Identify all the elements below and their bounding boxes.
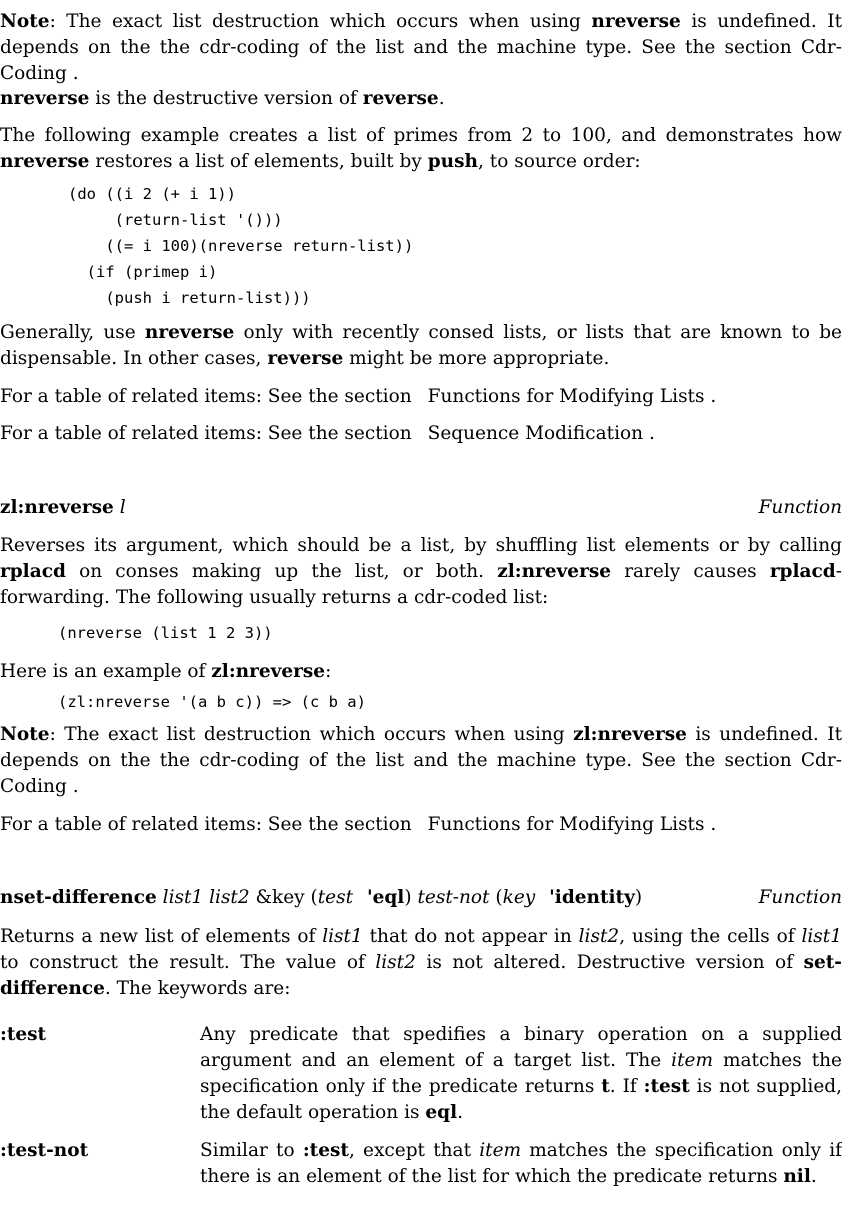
entry-header: nset-difference list1 list2 &key (test 'eql) test-not (key 'identity) Function — [0, 885, 842, 911]
argument-ref: item — [479, 1140, 522, 1161]
note-paragraph: Note: The exact list destruction which occurs when using nreverse is undefined. It depends on the the cdr-coding of the list and the machine type. See the section Cdr-Coding . — [0, 11, 842, 84]
argument-ref: list1 — [801, 926, 842, 947]
code-example: (nreverse (list 1 2 3)) — [58, 624, 273, 642]
function-ref: reverse — [362, 88, 439, 109]
value-ref: t — [601, 1076, 610, 1097]
entry-argument: test-not — [417, 887, 490, 908]
function-ref: nreverse — [144, 322, 235, 343]
function-ref: eql — [425, 1102, 458, 1123]
paragraph: Generally, use nreverse only with recently consed lists, or lists that are known to be dispensable. In other cases, reverse might be more appropriate. — [0, 322, 842, 369]
value-ref: nil — [783, 1166, 811, 1187]
function-ref: zl:nreverse — [211, 661, 326, 682]
related-items: For a table of related items: See the section Functions for Modifying Lists . — [0, 386, 717, 407]
entry-argument: key — [502, 887, 536, 908]
code-line: (do ((i 2 (+ i 1)) — [68, 185, 236, 203]
function-ref: nreverse — [591, 11, 681, 32]
entry-name: nset-difference — [0, 887, 157, 908]
function-ref: nreverse — [0, 151, 90, 172]
argument-ref: list1 — [322, 926, 363, 947]
entry-type: Function — [758, 887, 842, 908]
argument-ref: item — [671, 1050, 713, 1071]
code-line: (if (primep i) — [68, 263, 218, 281]
paragraph: The following example creates a list of primes from 2 to 100, and demonstrates how nreverse restores a list of elements, built by push, to source order: — [0, 125, 842, 172]
paragraph: Here is an example of zl:nreverse: — [0, 661, 332, 682]
keyword-label: :test-not — [0, 1140, 89, 1161]
keyword-ref: :test — [643, 1076, 690, 1097]
function-ref: reverse — [267, 348, 344, 369]
default-value: 'eql — [366, 887, 405, 908]
note-label: Note — [0, 11, 50, 32]
paragraph: Returns a new list of elements of list1 that do not appear in list2, using the cells of list1 to construct the result. The value of list2 is not altered. Destructive version of set-difference. The keywords are: — [0, 926, 842, 999]
function-ref: set-difference — [0, 952, 842, 999]
function-ref: rplacd — [0, 561, 66, 582]
related-items: For a table of related items: See the section Functions for Modifying Lists . — [0, 814, 717, 835]
default-value: 'identity — [549, 887, 635, 908]
cross-reference-link[interactable]: Functions for Modifying Lists — [427, 814, 705, 835]
function-ref: rplacd — [769, 561, 836, 582]
code-example — [68, 181, 838, 311]
keyword-ref: :test — [302, 1140, 349, 1161]
related-items: For a table of related items: See the section Sequence Modification . — [0, 423, 655, 444]
function-ref: zl:nreverse — [573, 724, 687, 745]
note-paragraph: Note: The exact list destruction which occurs when using zl:nreverse is undefined. It depends on the the cdr-coding of the list and the machine type. See the section Cdr-Coding . — [0, 724, 842, 797]
note-label: Note — [0, 724, 50, 745]
argument-ref: list2 — [375, 952, 416, 973]
argument-ref: list2 — [578, 926, 620, 947]
keyword-label: :test — [0, 1024, 47, 1045]
entry-type: Function — [758, 497, 842, 518]
entry-argument: list2 — [209, 887, 250, 908]
paragraph: Reverses its argument, which should be a list, by shuffling list elements or by calling rplacd on conses making up the list, or both. zl:nreverse rarely causes rplacd-forwarding. The following usually returns a cdr-coded list: — [0, 535, 842, 608]
entry-header — [0, 495, 842, 521]
code-line: (push i return-list))) — [68, 289, 311, 307]
entry-argument: l — [119, 497, 126, 518]
code-example: (zl:nreverse '(a b c)) => (c b a) — [58, 693, 366, 711]
function-ref: nreverse — [0, 88, 90, 109]
entry-name: zl:nreverse — [0, 497, 114, 518]
code-line: (return-list '())) — [68, 211, 283, 229]
function-ref: zl:nreverse — [497, 561, 612, 582]
entry-argument: test — [317, 887, 354, 908]
cross-reference-link[interactable]: Cdr-Coding — [0, 37, 842, 84]
paragraph: nreverse is the destructive version of reverse. — [0, 88, 445, 109]
cross-reference-link[interactable]: Cdr-Coding — [0, 750, 842, 797]
lambda-keyword: &key — [255, 887, 305, 908]
entry-argument: list1 — [162, 887, 204, 908]
cross-reference-link[interactable]: Functions for Modifying Lists — [427, 386, 705, 407]
code-line: ((= i 100)(nreverse return-list)) — [68, 237, 414, 255]
keyword-description: Any predicate that spedifies a binary operation on a supplied argument and an element of a target list. The item matches the specification only if the predicate returns t. If :test is not supplied, the default operation is eql. — [200, 1024, 842, 1123]
function-ref: push — [427, 151, 478, 172]
keyword-description: Similar to :test, except that item matches the specification only if there is an element of the list for which the predicate returns nil. — [200, 1140, 842, 1187]
cross-reference-link[interactable]: Sequence Modification — [427, 423, 644, 444]
